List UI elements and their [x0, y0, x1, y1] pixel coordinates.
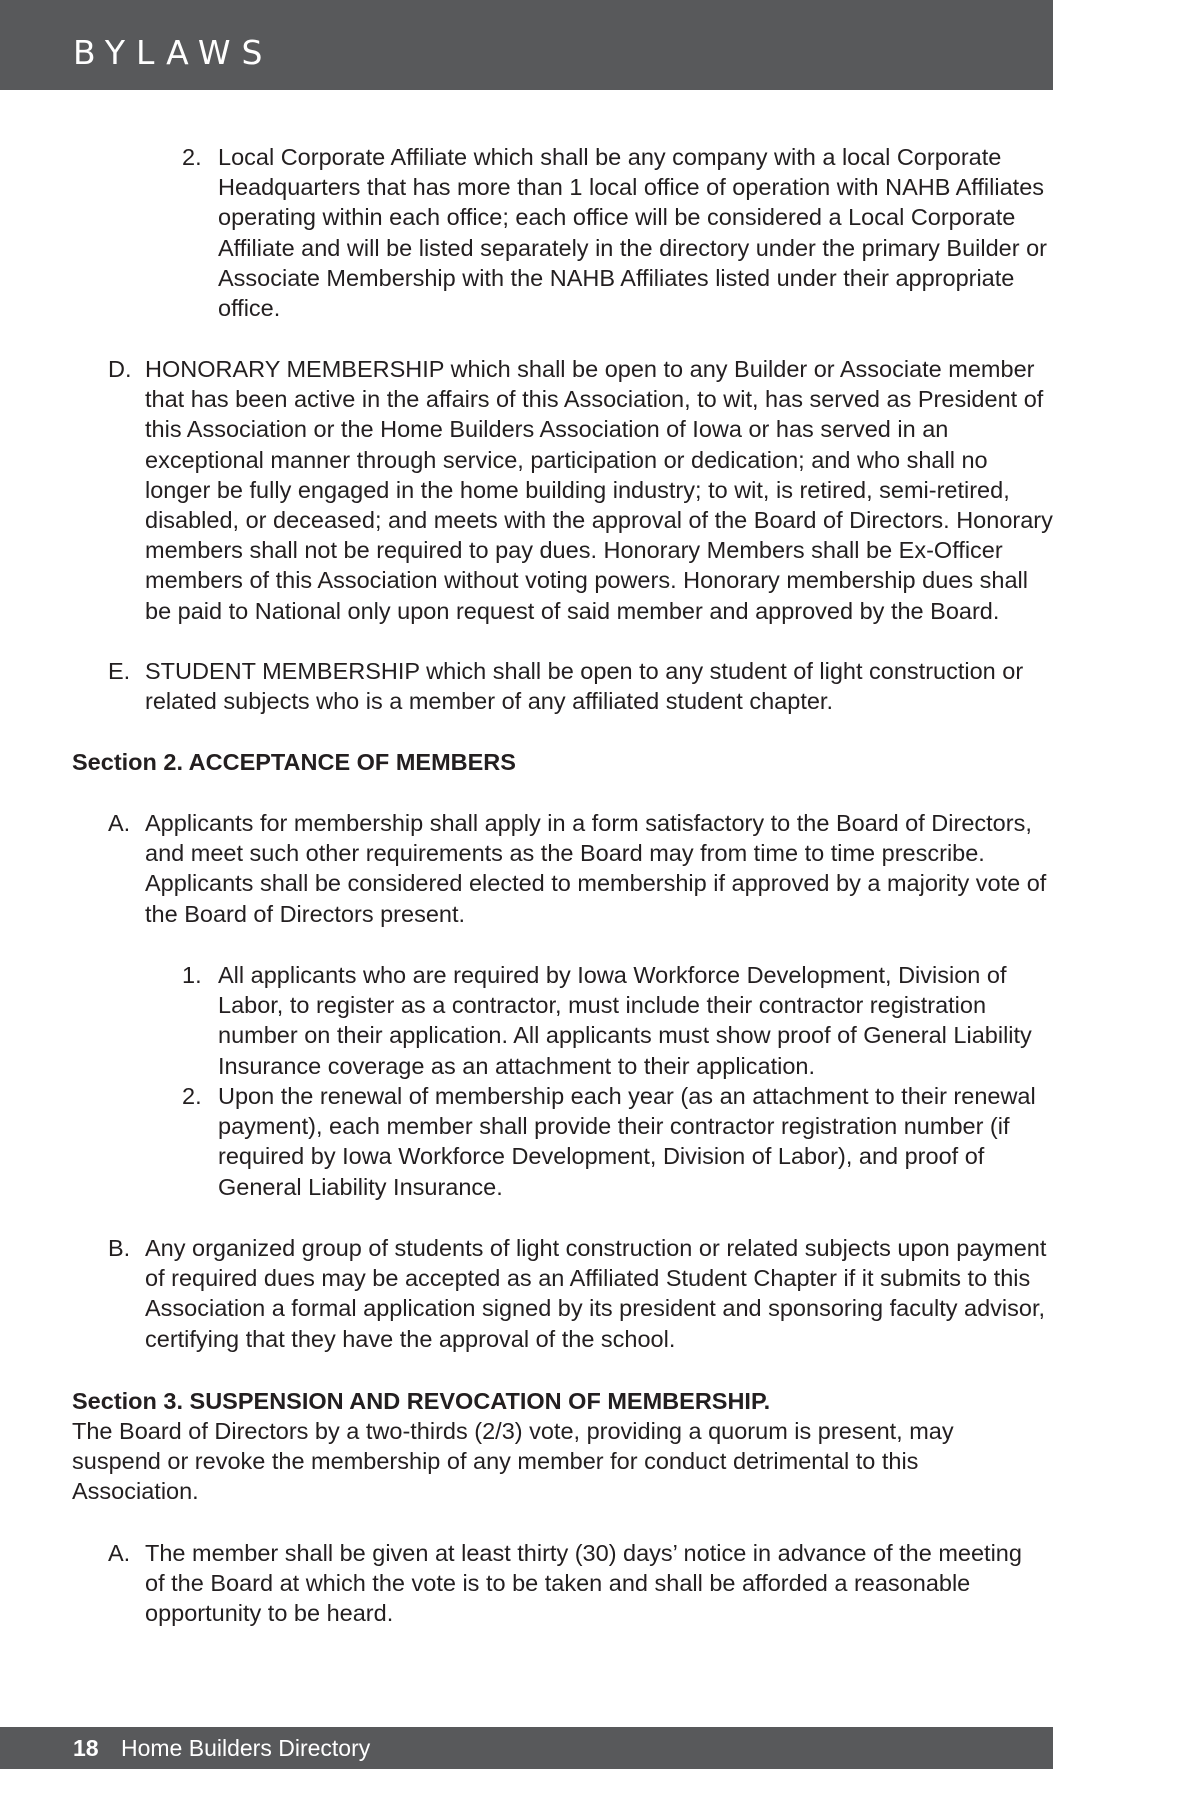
list-marker: A. [108, 1540, 131, 1566]
list-marker: A. [108, 810, 131, 836]
section-heading: Section 3. SUSPENSION AND REVOCATION OF MEMBERSHIP. [72, 1388, 771, 1414]
list-item-text: Upon the renewal of membership each year (as an attachment to their renewal payment), each member shall provide their contractor registration number (if required by Iowa Workforce Development, Division of Labor), and proof of General Liability Insurance. [218, 1083, 1036, 1200]
list-item-text: The member shall be given at least thirty (30) days’ notice in advance of the meeting of the Board at which the vote is to be taken and shall be afforded a reasonable opportunity to be heard. [145, 1540, 1022, 1627]
list-marker: 2. [182, 1083, 202, 1109]
list-marker: 1. [182, 962, 202, 988]
list-item-text: HONORARY MEMBERSHIP which shall be open to any Builder or Associate member that has been active in the affairs of this Association, to wit, has served as President of this Association or the Home Builders Association of Iowa or has served in an exceptional manner through service, participation or dedication; and who shall no longer be fully engaged in the home building industry; to wit, is retired, semi-retired, disabled, or deceased; and meets with the approval of the Board of Directors. Honorary members shall not be required to pay dues. Honorary Members shall be Ex-Officer members of this Association without voting powers. Honorary membership dues shall be paid to National only upon request of said member and approved by the Board. [145, 356, 1053, 624]
list-marker: B. [108, 1235, 131, 1261]
list-item-text: Applicants for membership shall apply in a form satisfactory to the Board of Directors, and meet such other requirements as the Board may from time to time prescribe. Applicants shall be considered elected to membership if approved by a majority vote of the Board of Directors present. [145, 810, 1047, 927]
list-marker: D. [108, 356, 132, 382]
page-header-title: BYLAWS [73, 33, 274, 72]
section-body: The Board of Directors by a two-thirds (2/3) vote, providing a quorum is present, may suspend or revoke the membership of any member for conduct detrimental to this Association. [72, 1418, 954, 1505]
section-heading: Section 2. ACCEPTANCE OF MEMBERS [72, 749, 516, 775]
list-item-text: Any organized group of students of light construction or related subjects upon payment of required dues may be accepted as an Affiliated Student Chapter if it submits to this Association a formal application signed by its president and sponsoring faculty advisor, certifying that they have the approval of the school. [145, 1235, 1047, 1352]
publication-title: Home Builders Directory [121, 1735, 371, 1761]
page-number: 18 [73, 1735, 99, 1761]
list-item-text: STUDENT MEMBERSHIP which shall be open to any student of light construction or related subjects who is a member of any affiliated student chapter. [145, 658, 1024, 715]
list-marker: 2. [182, 144, 202, 170]
list-item-text: All applicants who are required by Iowa Workforce Development, Division of Labor, to register as a contractor, must include their contractor registration number on their application. All applicants must show proof of General Liability Insurance coverage as an attachment to their application. [218, 962, 1032, 1079]
list-marker: E. [108, 658, 131, 684]
list-item-text: Local Corporate Affiliate which shall be any company with a local Corporate Headquarters that has more than 1 local office of operation with NAHB Affiliates operating within each office; each office will be considered a Local Corporate Affiliate and will be listed separately in the directory under the primary Builder or Associate Membership with the NAHB Affiliates listed under their appropriate office. [218, 144, 1048, 322]
